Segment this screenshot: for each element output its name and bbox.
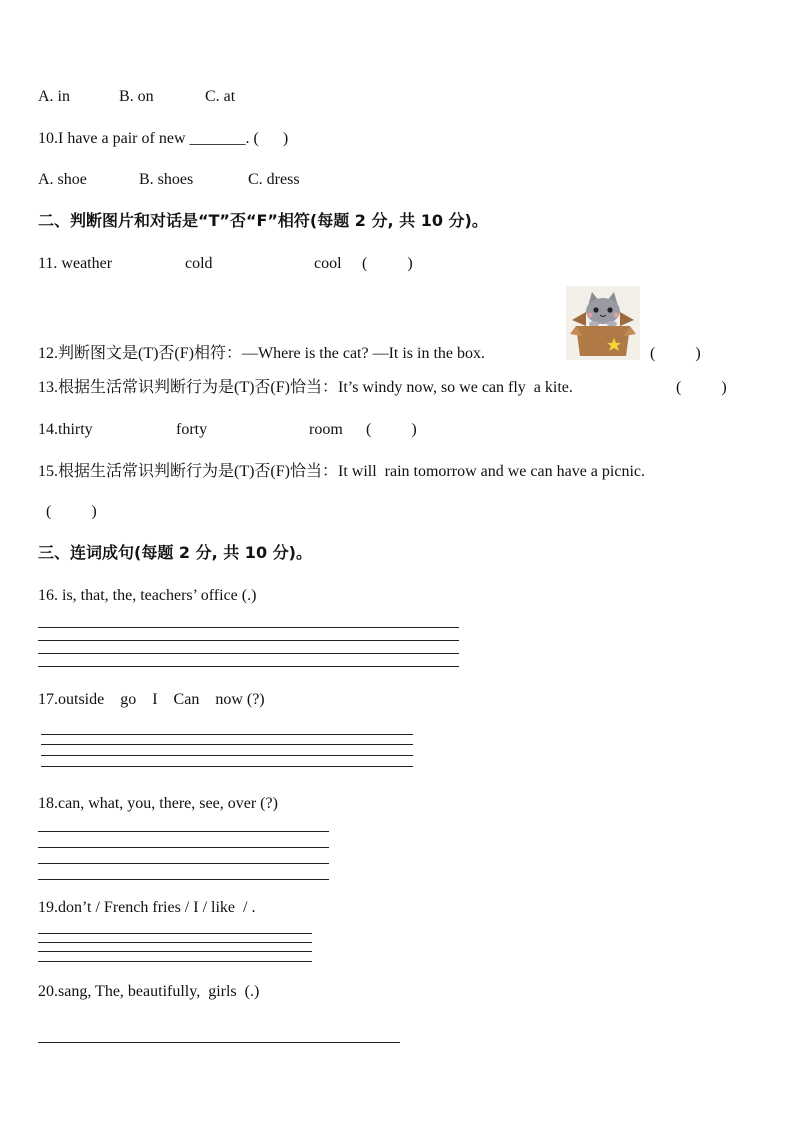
answer-line bbox=[38, 879, 329, 880]
q13-text: 13.根据生活常识判断行为是(T)否(F)恰当：It’s windy now, so we can fly a kite. bbox=[38, 379, 573, 396]
q14-word1: 14.thirty bbox=[38, 421, 93, 438]
q20-text: 20.sang, The, beautifully, girls (.) bbox=[38, 983, 260, 1000]
answer-line bbox=[38, 653, 459, 654]
answer-line bbox=[38, 640, 459, 641]
answer-line bbox=[38, 847, 329, 848]
q11-word1: 11. weather bbox=[38, 255, 113, 272]
section3-heading: 三、连词成句(每题 2 分, 共 10 分)。 bbox=[38, 543, 312, 562]
q9-option-b: B. on bbox=[119, 88, 154, 105]
q9-option-c: C. at bbox=[205, 88, 236, 105]
q11-word3: cool bbox=[314, 255, 342, 272]
q10-option-b: B. shoes bbox=[139, 171, 194, 188]
q11-answer-paren: ( ) bbox=[362, 255, 413, 272]
q15-answer-paren: ( ) bbox=[46, 503, 97, 520]
q15-text: 15.根据生活常识判断行为是(T)否(F)恰当：It will rain tomorrow and we can have a picnic. bbox=[38, 463, 645, 480]
answer-line bbox=[38, 951, 312, 952]
answer-line bbox=[41, 734, 413, 735]
answer-line bbox=[41, 766, 413, 767]
q18-text: 18.can, what, you, there, see, over (?) bbox=[38, 795, 278, 812]
q10-text: 10.I have a pair of new _______. ( ) bbox=[38, 130, 289, 147]
q17-text: 17.outside go I Can now (?) bbox=[38, 691, 265, 708]
answer-line bbox=[41, 755, 413, 756]
answer-line bbox=[38, 863, 329, 864]
q10-option-c: C. dress bbox=[248, 171, 300, 188]
q19-text: 19.don’t / French fries / I / like / . bbox=[38, 899, 256, 916]
q14-answer-paren: ( ) bbox=[366, 421, 417, 438]
q14-word3: room bbox=[309, 421, 343, 438]
answer-line bbox=[38, 933, 312, 934]
q9-option-a: A. in bbox=[38, 88, 70, 105]
q16-text: 16. is, that, the, teachers’ office (.) bbox=[38, 587, 257, 604]
answer-line bbox=[38, 627, 459, 628]
q13-answer-paren: ( ) bbox=[676, 379, 727, 396]
answer-line bbox=[38, 1042, 400, 1043]
answer-line bbox=[38, 942, 312, 943]
q12-text: 12.判断图文是(T)否(F)相符：—Where is the cat? —It is in the box. bbox=[38, 345, 486, 362]
q12-answer-paren: ( ) bbox=[650, 345, 701, 362]
q14-word2: forty bbox=[176, 421, 208, 438]
q10-option-a: A. shoe bbox=[38, 171, 87, 188]
answer-line bbox=[38, 961, 312, 962]
cat-in-box-icon bbox=[566, 286, 640, 360]
answer-line bbox=[38, 831, 329, 832]
answer-line bbox=[38, 666, 459, 667]
q11-word2: cold bbox=[185, 255, 213, 272]
section2-heading: 二、判断图片和对话是“T”否“F”相符(每题 2 分, 共 10 分)。 bbox=[38, 211, 488, 230]
answer-line bbox=[41, 744, 413, 745]
